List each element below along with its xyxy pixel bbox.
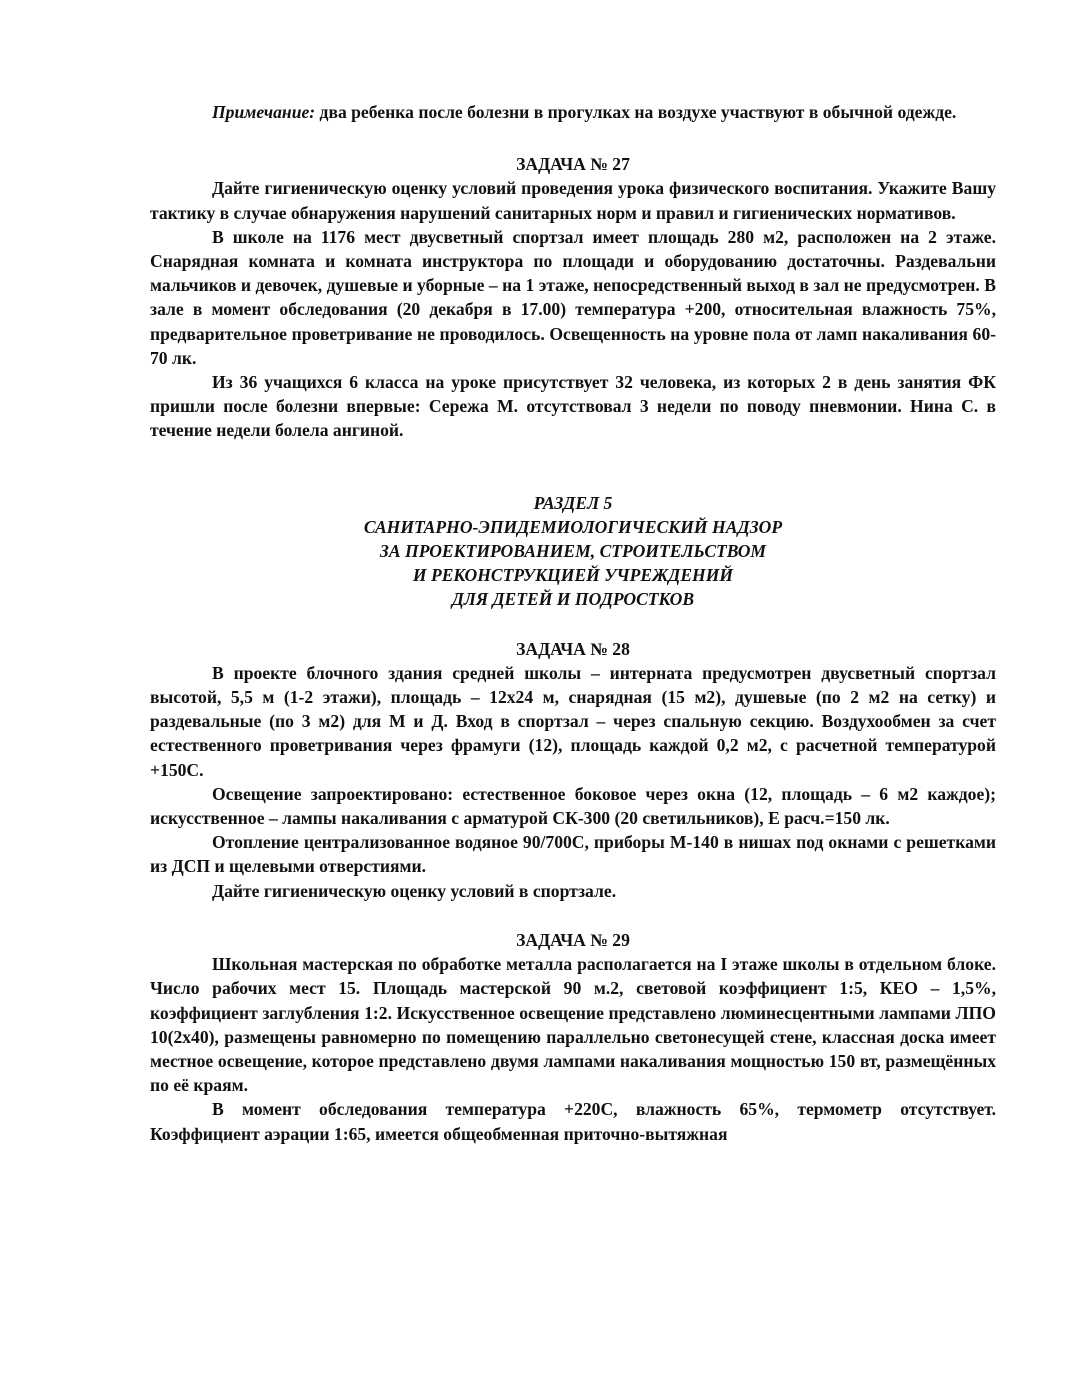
section-heading-line: РАЗДЕЛ 5 [533,492,613,513]
spacer [150,612,996,637]
section-5-heading [150,491,996,612]
section-heading-line: ЗА ПРОЕКТИРОВАНИЕМ, СТРОИТЕЛЬСТВОМ [379,541,767,562]
task-27-paragraph: В школе на 1176 мест двусветный спортзал имеет площадь 280 м2, расположен на 2 этаже. Снарядная комната и комната инструктора по площади и оборудованию достаточны. Раздевальни мальчиков и девочек, душевые и уборные – на 1 этаже, непосредственный выход в зал не предусмотрен. В зале в момент обследования (20 декабря в 17.00) температура +200, относительная влажность 75%, предварительное проветривание не проводилось. Освещенность на уровне пола от ламп накаливания 60-70 лк. [150,226,996,368]
task-29-paragraph: Школьная мастерская по обработке металла располагается на I этаже школы в отдельном блоке. Число рабочих мест 15. Площадь мастерской 90 м.2, световой коэффициент 1:5, КЕО – 1,5%, коэффициент заглубления 1:2. Искусственное освещение представлено люминесцентными лампами ЛПО 10(2х40), размещены равномерно по помещению параллельно светонесущей стене, классная доска имеет местное освещение, которое представлено двумя лампами накаливания мощностью 150 вт, размещённых по её краям. [150,954,996,1096]
task-28-paragraph: Дайте гигиеническую оценку условий в спортзале. [212,880,617,901]
spacer [150,903,996,928]
section-heading-line: ДЛЯ ДЕТЕЙ И ПОДРОСТКОВ [451,589,695,610]
task-28-paragraph: В проекте блочного здания средней школы – интерната предусмотрен двусветный спортзал высотой, 5,5 м (1-2 этажи), площадь – 12х24 м, снарядная (15 м2), душевые (по 2 м2 на сетку) и раздевальные (по 3 м2) для М и Д. Вход в спортзал – через спальную секцию. Воздухообмен за счет естественного проветривания через фрамуги (12), площадь каждой 0,2 м2, с расчетной температурой +150С. [150,662,996,780]
task-29-title: ЗАДАЧА № 29 [516,929,630,950]
note-text: два ребенка после болезни в прогулках на воздухе участвуют в обычной одежде. [315,102,957,122]
task-27-paragraph: Из 36 учащихся 6 класса на уроке присутствует 32 человека, из которых 2 в день занятия ФК пришли после болезни впервые: Сережа М. отсутствовал 3 недели по поводу пневмонии. Нина С. в течение недели болела ангиной. [150,372,996,441]
section-heading-line: САНИТАРНО-ЭПИДЕМИОЛОГИЧЕСКИЙ НАДЗОР [363,516,783,537]
spacer [150,124,996,152]
task-29-paragraph: В момент обследования температура +220С, влажность 65%, термометр отсутствует. Коэффициент аэрации 1:65, имеется общеобменная приточно-вытяжная [150,1099,996,1144]
document-page [150,100,996,1146]
task-28-title: ЗАДАЧА № 28 [516,638,630,659]
section-heading-line: И РЕКОНСТРУКЦИЕЙ УЧРЕЖДЕНИЙ [412,565,734,586]
task-27-paragraph: Дайте гигиеническую оценку условий проведения урока физического воспитания. Укажите Вашу тактику в случае обнаружения нарушений санитарных норм и правил и гигиенических нормативов. [150,178,996,223]
task-28-paragraph: Освещение запроектировано: естественное боковое через окна (12, площадь – 6 м2 каждое); искусственное – лампы накаливания с арматурой СК-300 (20 светильников), Е расч.=150 лк. [150,783,996,829]
note-label: Примечание: [212,102,316,122]
note-paragraph [150,100,996,124]
task-27-title: ЗАДАЧА № 27 [516,154,630,175]
spacer [150,443,996,491]
task-28-paragraph: Отопление централизованное водяное 90/700С, приборы М-140 в нишах под окнами с решетками из ДСП и щелевыми отверстиями. [150,832,996,877]
